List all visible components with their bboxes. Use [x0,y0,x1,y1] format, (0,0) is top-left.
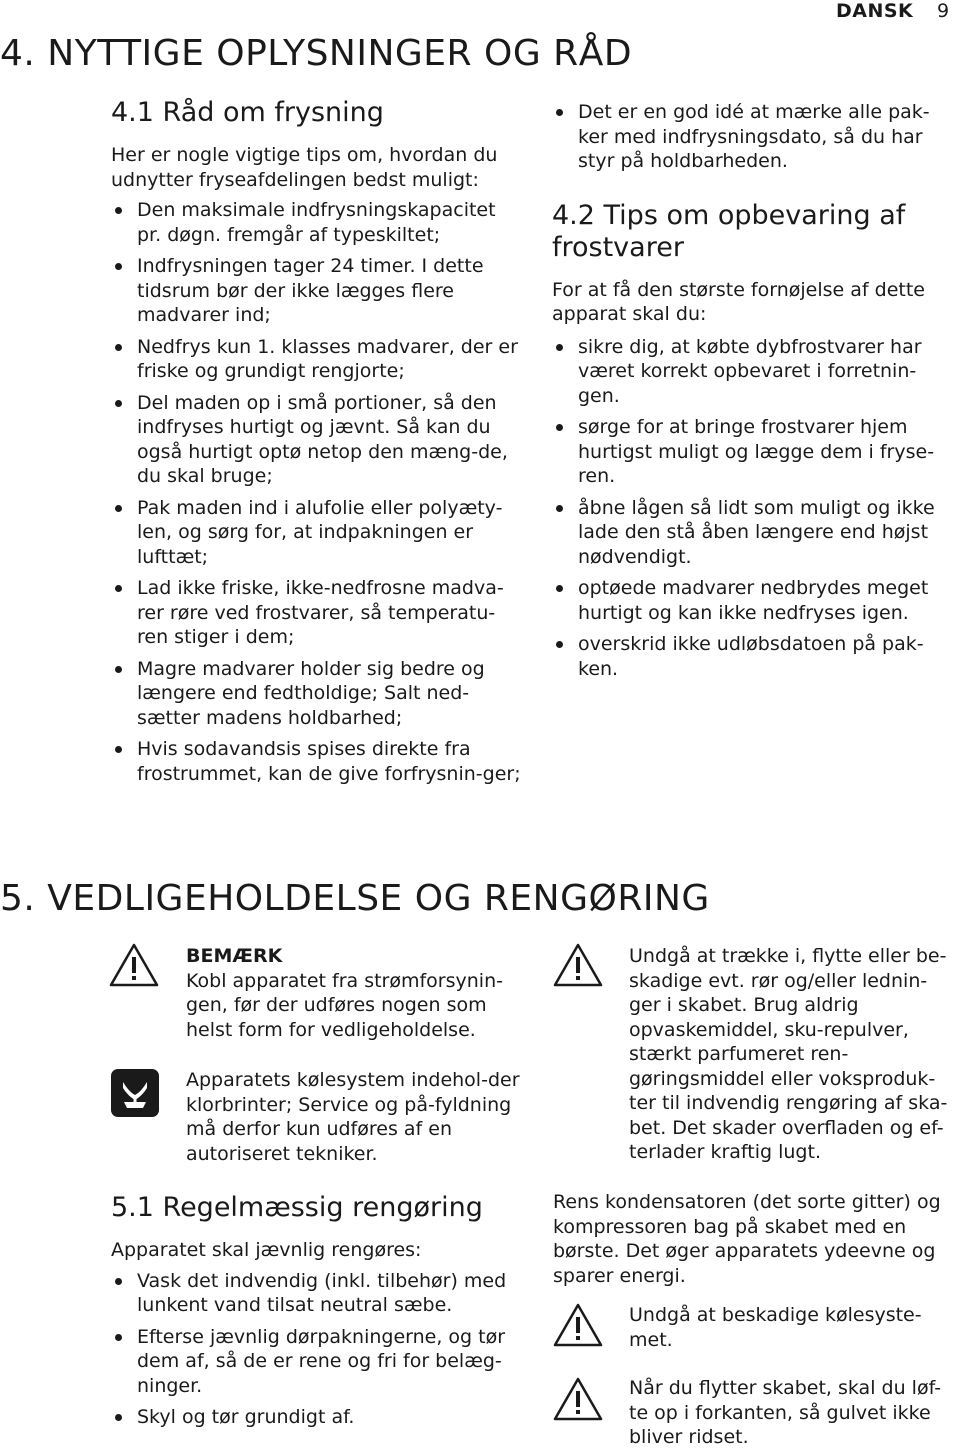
list-item: sørge for at bringe frostvarer hjem hurtigst muligt og lægge dem i fryse-ren. [552,415,954,489]
list-item: overskrid ikke udløbsdatoen på pak-ken. [552,632,954,681]
list-item: Det er en god idé at mærke alle pak-ker med indfrysningsdato, så du har styr på holdbarheden. [552,100,954,174]
environment-icon [110,1068,160,1118]
section-4-title: 4. NYTTIGE OPLYSNINGER OG RÅD [0,33,633,74]
list-item: Hvis sodavandsis spises direkte fra frostrummet, kan de give forfrysnin-ger; [111,737,521,786]
warning-icon [108,942,160,988]
list-item: Lad ikke friske, ikke-nedfrosne madva-rer røre ved frostvarer, så temperatu-ren stiger i dem; [111,576,521,650]
warning-2 [629,944,957,1165]
section-5-1-intro: Apparatet skal jævnlig rengøres: [111,1239,422,1261]
section-5-1-bullets [111,1269,531,1430]
section-4-2-intro: For at få den største fornøjelse af dette apparat skal du: [552,278,925,325]
list-item: Vask det indvendig (inkl. tilbehør) med lunkent vand tilsat neutral sæbe. [111,1269,531,1318]
warning-2-text: Undgå at trække i, flytte eller be-skadige evt. rør og/eller lednin-ger i skabet. Brug aldrig opvaskemiddel, sku-repulver, stærkt parfumeret ren-gøringsmiddel eller voksproduk-ter til indvendig rengøring af ska-bet. Det skader overfladen og ef-terlader kraftig lugt. [629,945,948,1163]
warning-3 [629,1303,957,1352]
list-item: Den maksimale indfrysningskapacitet pr. døgn. fremgår af typeskiltet; [111,198,521,247]
list-item: optøede madvarer nedbrydes meget hurtigt og kan ikke nedfryses igen. [552,576,954,625]
condenser-text: Rens kondensatoren (det sorte gitter) og kompressoren bag på skabet med en børste. Det øger apparatets ydeevne og sparer energi. [553,1191,941,1287]
list-item: Magre madvarer holder sig bedre og længere end fedtholdige; Salt ned-sætter madens holdbarhed; [111,657,521,731]
list-item: åbne lågen så lidt som muligt og ikke lade den stå åben længere end højst nødvendigt. [552,496,954,570]
list-item: Nedfrys kun 1. klasses madvarer, der er friske og grundigt rengjorte; [111,335,521,384]
warning-1 [186,944,531,1042]
section-4-1 [111,97,521,793]
note-1 [186,1068,531,1166]
warning-icon [552,942,604,988]
section-4-1-bullets-continued [552,100,954,174]
section-5-1-title: 5.1 Regelmæssig rengøring [111,1192,483,1223]
warning-icon [552,1302,604,1348]
section-4-1-intro: Her er nogle vigtige tips om, hvordan du udnytter fryseafdelingen bedst muligt: [111,144,498,191]
section-4-2-bullets [552,335,954,682]
page-number: 9 [937,0,950,22]
language-label: DANSK [836,0,914,22]
list-item: sikre dig, at købte dybfrostvarer har været korrekt opbevaret i forretnin-gen. [552,335,954,409]
list-item: Pak maden ind i alufolie eller polyæty-len, og sørg for, at indpakningen er lufttæt; [111,496,521,570]
section-4-2-title: 4.2 Tips om opbevaring af frostvarer [552,199,906,263]
section-5-1 [111,1192,531,1437]
section-4-1-title: 4.1 Råd om frysning [111,97,384,128]
condenser-paragraph [553,1190,957,1288]
warning-icon [552,1376,604,1422]
warning-1-text: Kobl apparatet fra strømforsynin-gen, før der udføres nogen som helst form for vedligeholdelse. [186,969,503,1041]
list-item: Del maden op i små portioner, så den indfryses hurtigt og jævnt. Så kan du også hurtigt optø netop den mæng-de, du skal bruge; [111,391,521,489]
list-item: Efterse jævnlig dørpakningerne, og tør dem af, så de er rene og fri for belæg-ninger. [111,1325,531,1399]
warning-4-text: Når du flytter skabet, skal du løf-te op i forkanten, så gulvet ikke bliver ridset. [629,1377,942,1448]
section-4-right-column [552,100,954,688]
list-item: Indfrysningen tager 24 timer. I dette tidsrum bør der ikke lægges flere madvarer ind; [111,254,521,328]
warning-4 [629,1376,957,1450]
section-4-1-bullets [111,198,521,786]
warning-1-heading: BEMÆRK [186,945,283,967]
list-item: Skyl og tør grundigt af. [111,1405,531,1430]
section-5-title: 5. VEDLIGEHOLDELSE OG RENGØRING [0,878,710,919]
note-1-text: Apparatets kølesystem indehol-der klorbrinter; Service og på-fyldning må derfor kun udføres af en autoriseret tekniker. [186,1069,520,1165]
warning-3-text: Undgå at beskadige kølesyste-met. [629,1304,922,1351]
